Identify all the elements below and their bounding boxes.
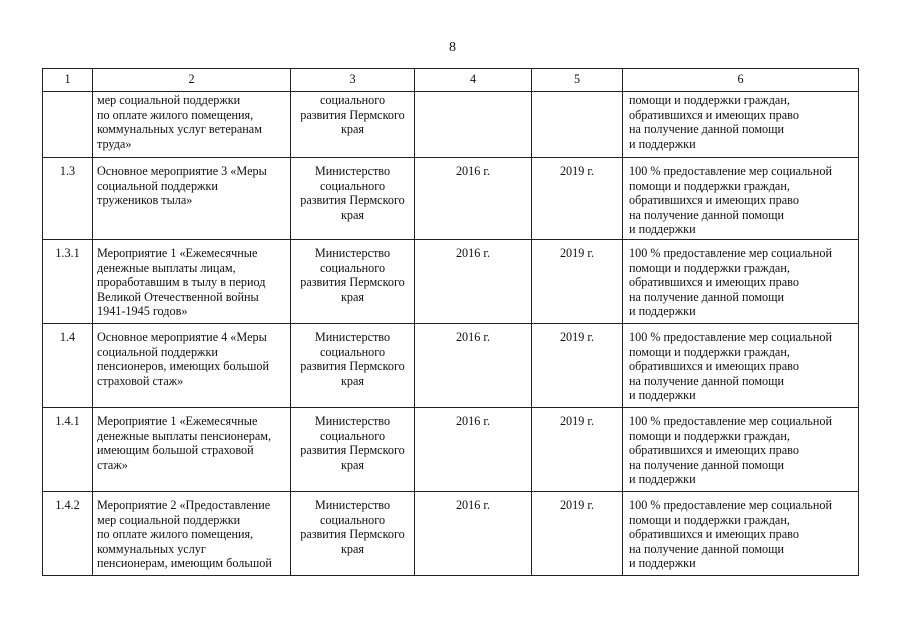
executor-line: края <box>340 289 365 304</box>
name-line: страховой стаж» <box>97 373 184 388</box>
result-line: и поддержки <box>629 472 696 487</box>
executor-line: Министерство <box>314 246 391 260</box>
name-line: Мероприятие 2 «Предоставление <box>97 498 271 512</box>
executor-line: края <box>340 457 365 472</box>
name-line: Основное мероприятие 3 «Меры <box>97 164 267 178</box>
name-line: тружеников тыла» <box>97 193 193 208</box>
result-line: 100 % предоставление мер социальной <box>629 498 832 512</box>
result-line: и поддержки <box>629 388 696 403</box>
start-date-cell: 2016 г. <box>415 492 532 576</box>
table-row <box>43 324 859 408</box>
executor-line: развития Пермского <box>300 527 405 542</box>
executor-cell <box>291 408 415 492</box>
name-line: коммунальных услуг ветеранам <box>97 122 262 137</box>
result-line: помощи и поддержки граждан, <box>629 93 790 107</box>
result-line: и поддержки <box>629 222 696 237</box>
expected-result-cell <box>623 408 859 492</box>
row-number-cell <box>43 92 93 158</box>
name-line: денежные выплаты лицам, <box>97 260 236 275</box>
name-line: пенсионеров, имеющих большой <box>97 359 270 374</box>
name-line: по оплате жилого помещения, <box>97 527 254 542</box>
result-line: обратившихся и имеющих право <box>629 275 799 290</box>
name-line: по оплате жилого помещения, <box>97 107 254 122</box>
result-line: 100 % предоставление мер социальной <box>629 246 832 260</box>
executor-cell <box>291 158 415 240</box>
executor-line: социального <box>319 260 386 275</box>
name-line: мер социальной поддержки <box>97 512 241 527</box>
activity-name-cell <box>93 240 291 324</box>
table-row <box>43 92 859 158</box>
executor-line: развития Пермского <box>300 107 405 122</box>
name-line: денежные выплаты пенсионерам, <box>97 428 272 443</box>
name-line: стаж» <box>97 457 128 472</box>
name-line: труда» <box>97 136 132 151</box>
result-line: 100 % предоставление мер социальной <box>629 330 832 344</box>
result-line: обратившихся и имеющих право <box>629 193 799 208</box>
executor-line: социального <box>319 178 386 193</box>
table-row <box>43 158 859 240</box>
header-col-3: 3 <box>291 69 415 92</box>
result-line: на получение данной помощи <box>629 207 785 222</box>
executor-cell <box>291 92 415 158</box>
result-line: и поддержки <box>629 136 696 151</box>
executor-line: развития Пермского <box>300 275 405 290</box>
end-date-cell: 2019 г. <box>532 492 623 576</box>
name-line: Великой Отечественной войны <box>97 289 259 304</box>
end-date-cell: 2019 г. <box>532 324 623 408</box>
result-line: на получение данной помощи <box>629 122 785 137</box>
table-row <box>43 408 859 492</box>
executor-line: Министерство <box>314 414 391 428</box>
result-line: обратившихся и имеющих право <box>629 443 799 458</box>
name-line: Мероприятие 1 «Ежемесячные <box>97 414 258 428</box>
executor-line: Министерство <box>314 330 391 344</box>
end-date-cell: 2019 г. <box>532 240 623 324</box>
end-date-cell: 2019 г. <box>532 158 623 240</box>
executor-cell <box>291 324 415 408</box>
executor-cell <box>291 240 415 324</box>
result-line: на получение данной помощи <box>629 373 785 388</box>
name-line: пенсионерам, имеющим большой <box>97 556 272 571</box>
result-line: помощи и поддержки граждан, <box>629 178 790 193</box>
start-date-cell: 2016 г. <box>415 240 532 324</box>
activity-name-cell <box>93 92 291 158</box>
end-date-cell: 2019 г. <box>532 408 623 492</box>
activity-name-cell <box>93 324 291 408</box>
result-line: на получение данной помощи <box>629 541 785 556</box>
header-col-2: 2 <box>93 69 291 92</box>
executor-line: социального <box>319 93 386 107</box>
executor-line: развития Пермского <box>300 359 405 374</box>
expected-result-cell <box>623 92 859 158</box>
executor-cell <box>291 492 415 576</box>
name-line: социальной поддержки <box>97 344 218 359</box>
executor-line: социального <box>319 428 386 443</box>
header-col-1: 1 <box>43 69 93 92</box>
name-line: имеющим большой страховой <box>97 443 254 458</box>
row-number-cell: 1.3 <box>43 158 93 240</box>
executor-line: края <box>340 541 365 556</box>
table-row <box>43 240 859 324</box>
name-line: коммунальных услуг <box>97 541 206 556</box>
result-line: помощи и поддержки граждан, <box>629 260 790 275</box>
start-date-cell: 2016 г. <box>415 158 532 240</box>
result-line: 100 % предоставление мер социальной <box>629 414 832 428</box>
header-col-6: 6 <box>623 69 859 92</box>
row-number-cell: 1.4 <box>43 324 93 408</box>
activity-name-cell <box>93 408 291 492</box>
executor-line: края <box>340 122 365 137</box>
end-date-cell <box>532 92 623 158</box>
result-line: помощи и поддержки граждан, <box>629 428 790 443</box>
name-line: Мероприятие 1 «Ежемесячные <box>97 246 258 260</box>
table-row <box>43 492 859 576</box>
result-line: обратившихся и имеющих право <box>629 359 799 374</box>
result-line: обратившихся и имеющих право <box>629 527 799 542</box>
row-number-cell: 1.3.1 <box>43 240 93 324</box>
result-line: 100 % предоставление мер социальной <box>629 164 832 178</box>
start-date-cell: 2016 г. <box>415 408 532 492</box>
result-line: помощи и поддержки граждан, <box>629 344 790 359</box>
executor-line: социального <box>319 344 386 359</box>
expected-result-cell <box>623 492 859 576</box>
start-date-cell <box>415 92 532 158</box>
program-table <box>42 68 859 576</box>
header-col-5: 5 <box>532 69 623 92</box>
name-line: Основное мероприятие 4 «Меры <box>97 330 267 344</box>
row-number-cell: 1.4.1 <box>43 408 93 492</box>
executor-line: социального <box>319 512 386 527</box>
result-line: и поддержки <box>629 556 696 571</box>
executor-line: развития Пермского <box>300 193 405 208</box>
name-line: мер социальной поддержки <box>97 93 241 107</box>
executor-line: Министерство <box>314 164 391 178</box>
expected-result-cell <box>623 158 859 240</box>
start-date-cell: 2016 г. <box>415 324 532 408</box>
name-line: социальной поддержки <box>97 178 218 193</box>
header-col-4: 4 <box>415 69 532 92</box>
name-line: проработавшим в тылу в период <box>97 275 266 290</box>
activity-name-cell <box>93 158 291 240</box>
result-line: на получение данной помощи <box>629 457 785 472</box>
expected-result-cell <box>623 240 859 324</box>
expected-result-cell <box>623 324 859 408</box>
activity-name-cell <box>93 492 291 576</box>
executor-line: края <box>340 373 365 388</box>
name-line: 1941-1945 годов» <box>97 304 188 319</box>
row-number-cell: 1.4.2 <box>43 492 93 576</box>
result-line: обратившихся и имеющих право <box>629 107 799 122</box>
executor-line: развития Пермского <box>300 443 405 458</box>
header-row <box>43 69 859 92</box>
result-line: на получение данной помощи <box>629 289 785 304</box>
executor-line: Министерство <box>314 498 391 512</box>
result-line: помощи и поддержки граждан, <box>629 512 790 527</box>
page-number: 8 <box>449 40 456 55</box>
result-line: и поддержки <box>629 304 696 319</box>
executor-line: края <box>340 207 365 222</box>
